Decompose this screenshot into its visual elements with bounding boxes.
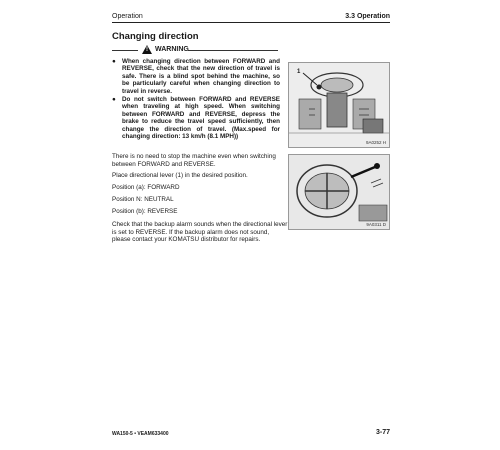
warning-bullet bbox=[112, 58, 280, 95]
warning-label: WARNING bbox=[155, 46, 189, 53]
figure-callout: 1 bbox=[297, 69, 301, 75]
warning-rule-left bbox=[112, 50, 138, 51]
warning-banner bbox=[112, 44, 278, 56]
warning-rule-right bbox=[188, 50, 278, 51]
body-paragraph: Position (b): REVERSE bbox=[112, 208, 178, 215]
body-paragraph: Position (a): FORWARD bbox=[112, 184, 180, 191]
cab-illustration bbox=[288, 62, 390, 148]
lever-drawing bbox=[289, 155, 389, 229]
bullet-dot: ● bbox=[112, 96, 116, 103]
warning-bullet-text: Do not switch between FORWARD and REVERSE when traveling at high speed. When switching between FORWARD and REVERSE, depress the brake to reduce the travel speed sufficiently, then change the direction of travel. (Max.speed for changing direction: 13 km/h (8.1 MPH)) bbox=[122, 96, 280, 141]
header-chapter: 3.3 Operation bbox=[345, 13, 390, 20]
warning-bullet-text: When changing direction between FORWARD and REVERSE, check that the new direction of travel is safe. There is a blind spot behind the machine, so be particularly careful when changing direction to travel in reverse. bbox=[122, 58, 280, 95]
body-paragraph: Place directional lever (1) in the desired position. bbox=[112, 172, 248, 179]
cab-drawing bbox=[289, 63, 389, 147]
header-rule bbox=[112, 22, 390, 23]
lever-illustration bbox=[288, 154, 390, 230]
body-paragraph: Position N: NEUTRAL bbox=[112, 196, 174, 203]
warning-label-group bbox=[142, 45, 189, 54]
body-paragraph: Check that the backup alarm sounds when the directional lever is set to REVERSE. If the backup alarm does not sound, please contact your KOMATSU distributor for repairs. bbox=[112, 221, 288, 244]
figure-code: 9A0252 H bbox=[365, 140, 386, 145]
figure-code: 9A0311 D bbox=[366, 222, 386, 227]
warning-triangle-icon: ! bbox=[142, 45, 152, 54]
page-number: 3-77 bbox=[375, 429, 390, 436]
header-section: Operation bbox=[112, 13, 143, 20]
body-paragraph: There is no need to stop the machine even when switching between FORWARD and REVERSE. bbox=[112, 153, 276, 168]
warning-bullet bbox=[112, 96, 280, 140]
footer-model: WA150-5 • VEAM633400 bbox=[112, 431, 169, 437]
page-title: Changing direction bbox=[112, 31, 199, 42]
bullet-dot: ● bbox=[112, 58, 116, 65]
